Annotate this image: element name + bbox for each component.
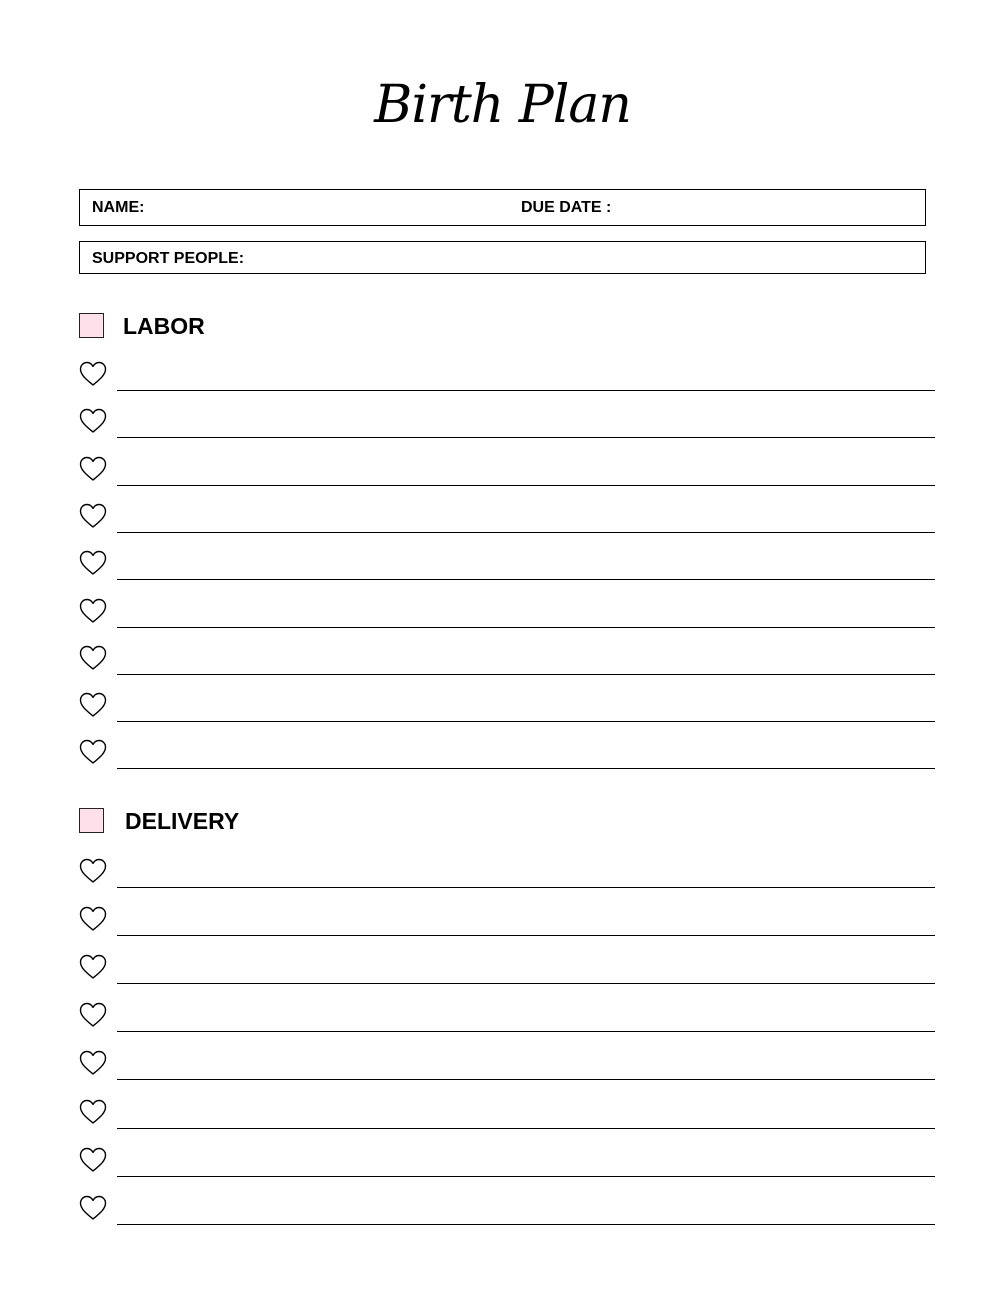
delivery-line-item[interactable] (79, 1002, 935, 1032)
heart-icon (79, 739, 107, 765)
write-in-line[interactable] (117, 390, 935, 391)
heart-icon (79, 906, 107, 932)
labor-line-item[interactable] (79, 598, 935, 628)
heart-icon (79, 361, 107, 387)
write-in-line[interactable] (117, 1079, 935, 1080)
heart-icon (79, 858, 107, 884)
write-in-line[interactable] (117, 532, 935, 533)
heart-icon (79, 645, 107, 671)
labor-line-item[interactable] (79, 692, 935, 722)
labor-line-item[interactable] (79, 456, 935, 486)
delivery-line-item[interactable] (79, 858, 935, 888)
page-title: Birth Plan (374, 75, 631, 135)
delivery-line-item[interactable] (79, 954, 935, 984)
heart-icon (79, 456, 107, 482)
heart-icon (79, 598, 107, 624)
heart-icon (79, 1099, 107, 1125)
write-in-line[interactable] (117, 1224, 935, 1225)
delivery-line-item[interactable] (79, 1147, 935, 1177)
write-in-line[interactable] (117, 887, 935, 888)
heart-icon (79, 1002, 107, 1028)
write-in-line[interactable] (117, 721, 935, 722)
labor-line-item[interactable] (79, 645, 935, 675)
write-in-line[interactable] (117, 935, 935, 936)
write-in-line[interactable] (117, 437, 935, 438)
labor-line-item[interactable] (79, 550, 935, 580)
support-people-label: SUPPORT PEOPLE: (92, 250, 245, 267)
write-in-line[interactable] (117, 579, 935, 580)
write-in-line[interactable] (117, 768, 935, 769)
write-in-line[interactable] (117, 674, 935, 675)
labor-line-item[interactable] (79, 503, 935, 533)
heart-icon (79, 550, 107, 576)
name-due-date-box (79, 189, 926, 226)
write-in-line[interactable] (117, 1176, 935, 1177)
write-in-line[interactable] (117, 485, 935, 486)
support-people-box (79, 241, 926, 274)
labor-checkbox[interactable] (79, 313, 104, 338)
labor-line-item[interactable] (79, 739, 935, 769)
heart-icon (79, 408, 107, 434)
labor-line-item[interactable] (79, 361, 935, 391)
delivery-line-item[interactable] (79, 906, 935, 936)
heart-icon (79, 1147, 107, 1173)
write-in-line[interactable] (117, 1031, 935, 1032)
heart-icon (79, 954, 107, 980)
section-title-labor: LABOR (123, 313, 205, 339)
heart-icon (79, 503, 107, 529)
section-title-delivery: DELIVERY (125, 808, 240, 834)
name-label: NAME: (92, 199, 145, 216)
heart-icon (79, 1050, 107, 1076)
labor-line-item[interactable] (79, 408, 935, 438)
delivery-line-item[interactable] (79, 1099, 935, 1129)
delivery-checkbox[interactable] (79, 808, 104, 833)
heart-icon (79, 692, 107, 718)
delivery-line-item[interactable] (79, 1195, 935, 1225)
heart-icon (79, 1195, 107, 1221)
write-in-line[interactable] (117, 627, 935, 628)
write-in-line[interactable] (117, 1128, 935, 1129)
due-date-label: DUE DATE : (521, 199, 612, 216)
write-in-line[interactable] (117, 983, 935, 984)
delivery-line-item[interactable] (79, 1050, 935, 1080)
